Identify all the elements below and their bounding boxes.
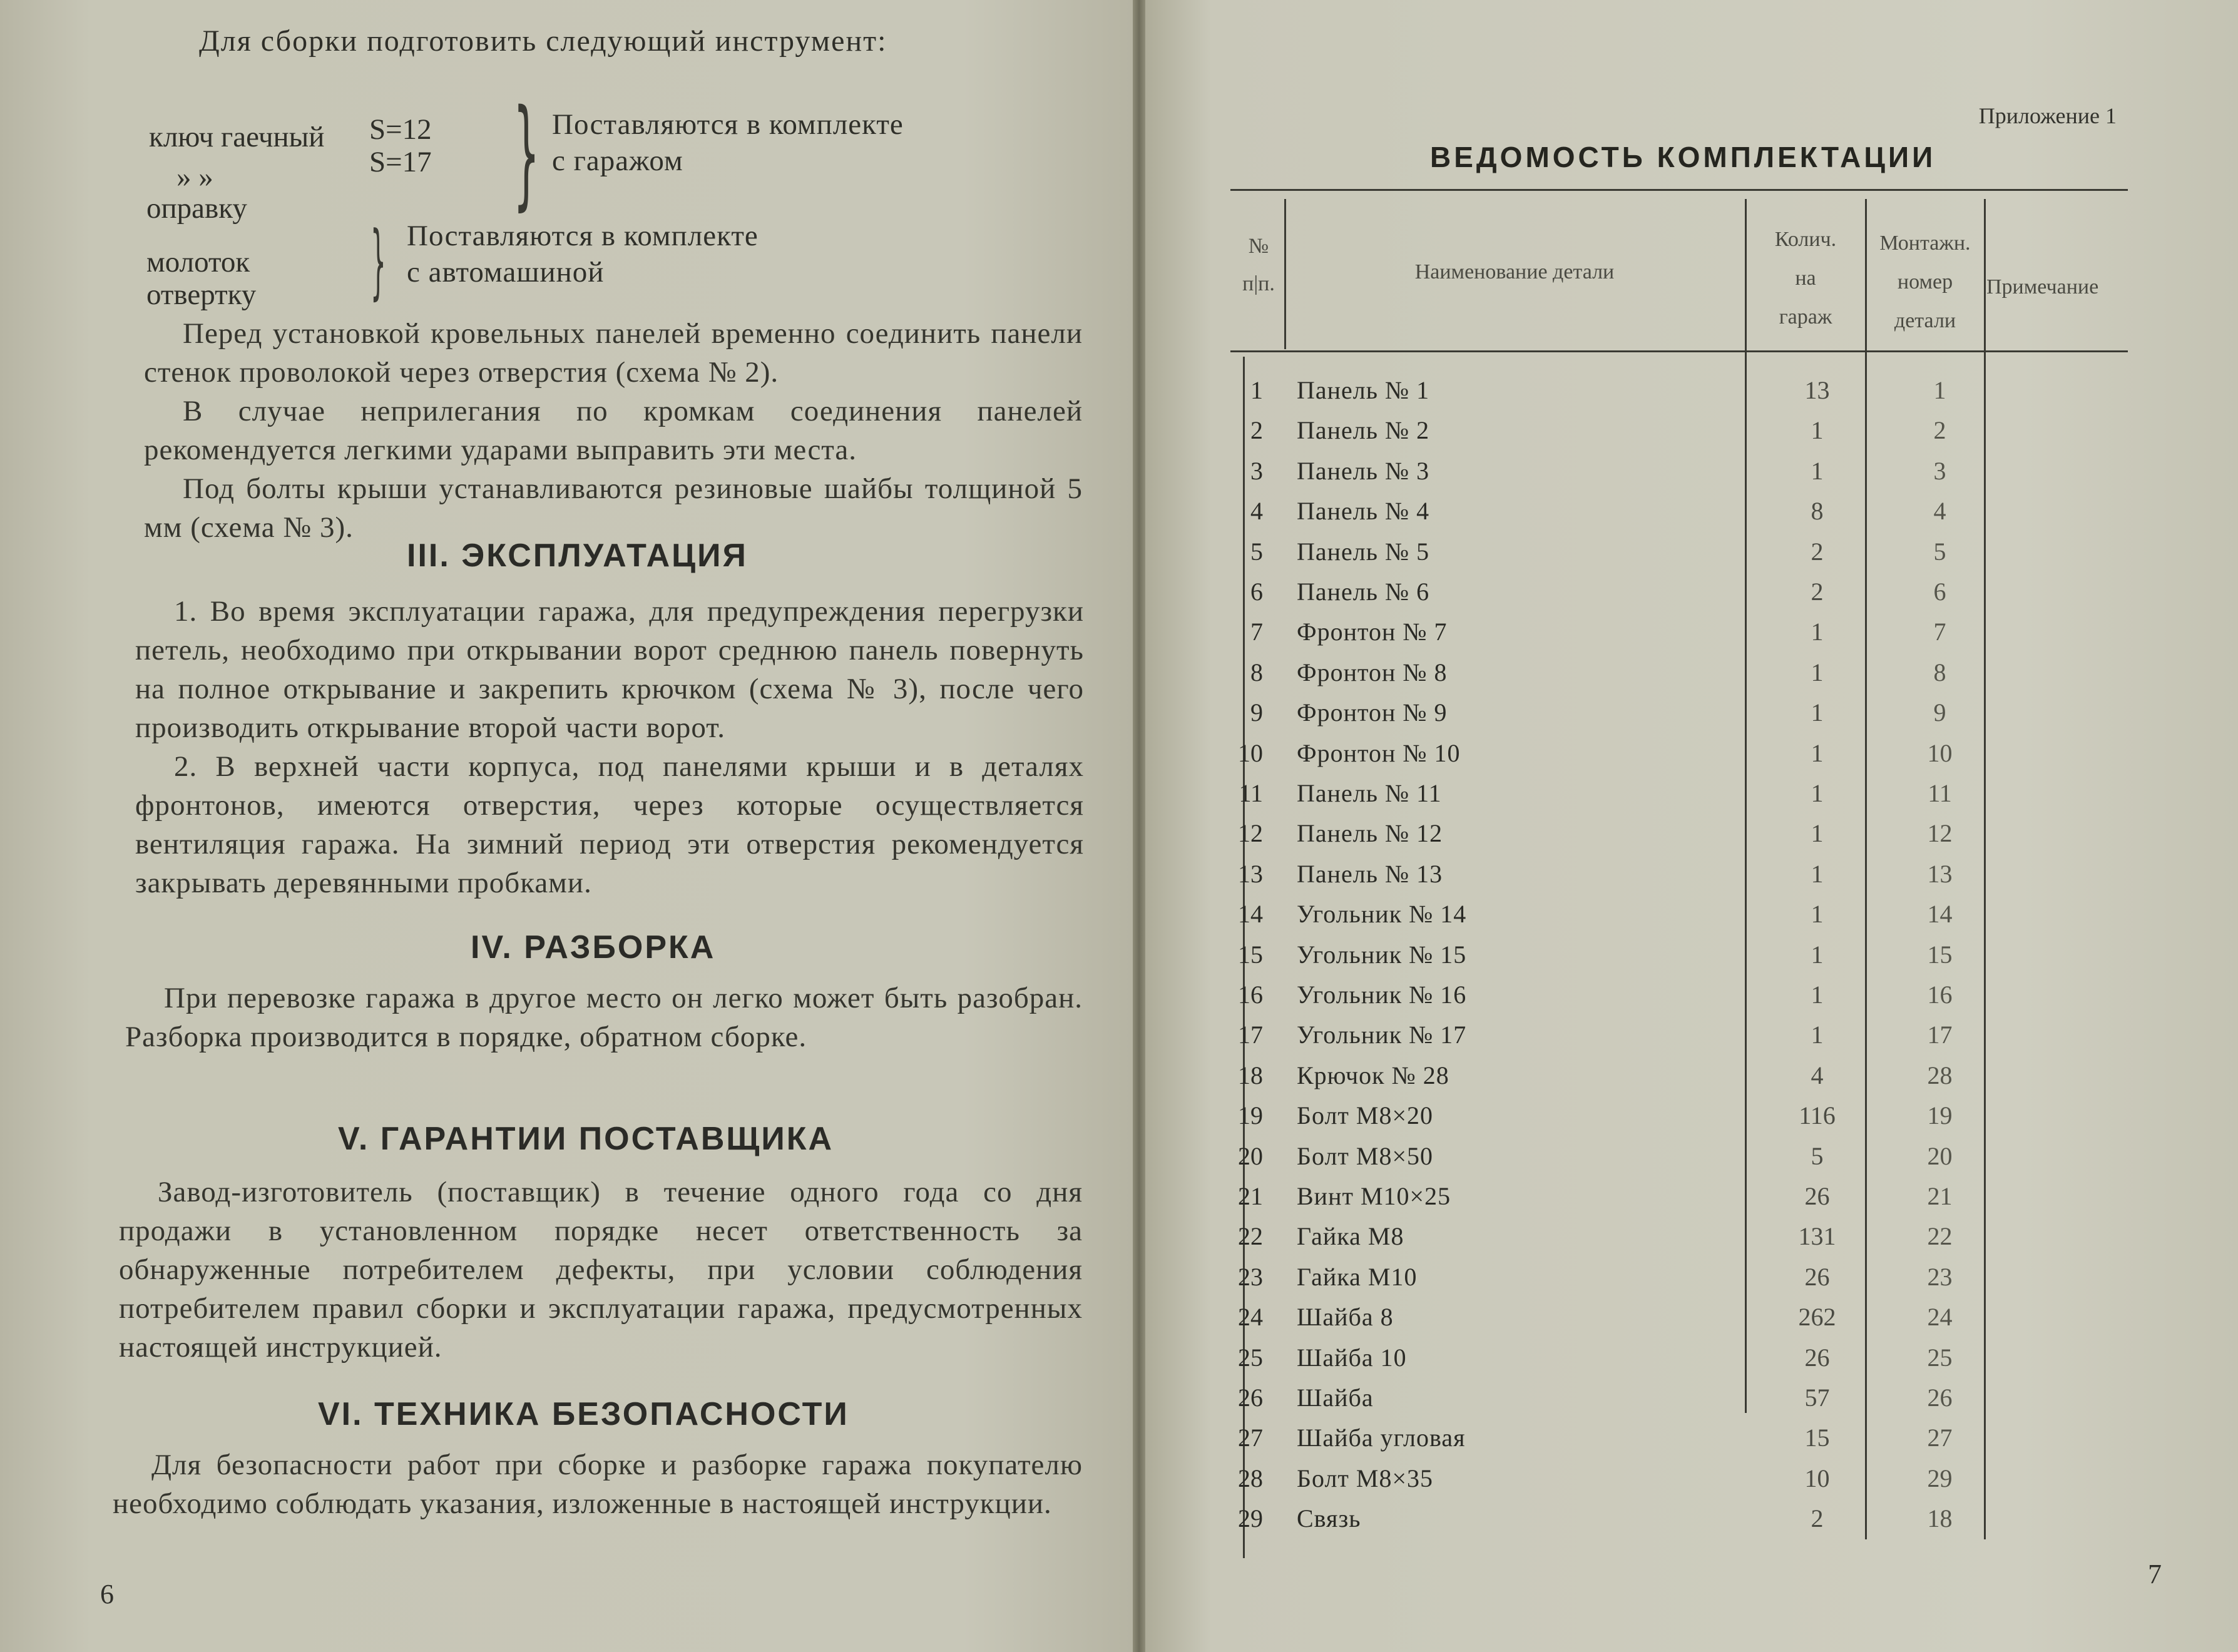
tool-wrench2-label: » » <box>176 161 213 193</box>
row-name: Связь <box>1297 1504 1361 1532</box>
header-num-line2: п|п. <box>1242 272 1275 295</box>
row-mount-number: 16 <box>1927 981 1953 1009</box>
row-name: Болт М8×20 <box>1297 1101 1434 1129</box>
row-name: Фронтон № 9 <box>1297 698 1448 727</box>
header-mount-line2: номер <box>1897 270 1953 293</box>
row-mount-number: 25 <box>1927 1344 1953 1372</box>
header-mount <box>1868 224 1983 340</box>
row-qty: 13 <box>1804 376 1830 404</box>
row-number: 14 <box>1238 900 1263 928</box>
row-mount-number: 22 <box>1927 1222 1953 1250</box>
row-name: Панель № 13 <box>1297 860 1443 888</box>
row-name: Панель № 1 <box>1297 376 1430 404</box>
tool-wrench-size-17: S=17 <box>369 146 432 178</box>
table-title: ВЕДОМОСТЬ КОМПЛЕКТАЦИИ <box>1430 141 1936 173</box>
row-number: 18 <box>1238 1061 1263 1089</box>
row-name: Угольник № 16 <box>1297 981 1467 1009</box>
row-mount-number: 20 <box>1927 1142 1953 1170</box>
appendix-label: Приложение 1 <box>1978 103 2117 128</box>
header-qty-line2: на <box>1795 267 1816 290</box>
row-mount-number: 7 <box>1933 618 1946 646</box>
row-qty: 57 <box>1804 1384 1830 1412</box>
tools-title: Для сборки подготовить следующий инструмент: <box>199 24 887 58</box>
row-mount-number: 29 <box>1927 1464 1953 1492</box>
row-name: Винт М10×25 <box>1297 1182 1451 1210</box>
tool-hammer: молоток <box>146 246 250 278</box>
section-5-para: Завод-изготовитель (поставщик) в течение одного года со дня продажи в установленном порядке несет ответственность за обнаруженные потребителем дефекты, при условии соблюдения потребителем правил сборки и эксплуатации гаража, предусмотренных настоящей инструкцией. <box>119 1176 1083 1364</box>
row-number: 26 <box>1238 1384 1263 1412</box>
assembly-text <box>144 314 1083 547</box>
row-name: Шайба угловая <box>1297 1424 1466 1452</box>
header-qty-line1: Колич. <box>1774 228 1837 251</box>
header-note: Примечание <box>1986 275 2099 298</box>
section-4-title: IV. РАЗБОРКА <box>471 929 716 966</box>
row-name: Угольник № 17 <box>1297 1021 1467 1049</box>
row-number: 4 <box>1250 497 1263 525</box>
row-name: Панель № 4 <box>1297 497 1430 525</box>
row-qty: 262 <box>1798 1303 1836 1331</box>
row-qty: 15 <box>1804 1424 1830 1452</box>
group2-note-line1: Поставляются в комплекте <box>407 220 759 252</box>
row-mount-number: 2 <box>1933 416 1946 444</box>
row-name: Панель № 12 <box>1297 819 1443 847</box>
row-qty: 1 <box>1811 900 1824 928</box>
header-name: Наименование детали <box>1414 260 1615 283</box>
row-number: 15 <box>1238 941 1263 969</box>
brace-1: } <box>513 84 540 222</box>
header-num <box>1230 228 1287 303</box>
section-3-para-1: 1. Во время эксплуатации гаража, для предупреждения перегрузки петель, необходимо при открывании ворот среднюю панель повернуть на полное открывание и закрепить крючком (схема № 3), после чего производить открывание второй части ворот. <box>135 595 1084 744</box>
row-qty: 4 <box>1811 1061 1824 1089</box>
row-number: 5 <box>1250 538 1263 566</box>
row-qty: 2 <box>1811 578 1824 606</box>
row-name: Панель № 2 <box>1297 416 1430 444</box>
row-mount-number: 10 <box>1927 739 1953 767</box>
row-number: 8 <box>1250 658 1263 686</box>
col-divider-2 <box>1745 199 1747 1413</box>
row-number: 7 <box>1250 618 1263 646</box>
assembly-para-2: В случае неприлегания по кромкам соединения панелей рекомендуется легкими ударами выправить эти места. <box>144 395 1083 466</box>
row-number: 27 <box>1238 1424 1263 1452</box>
tool-mandrel: оправку <box>146 192 247 225</box>
row-mount-number: 5 <box>1933 538 1946 566</box>
row-name: Панель № 5 <box>1297 538 1430 566</box>
row-mount-number: 21 <box>1927 1182 1953 1210</box>
row-mount-number: 18 <box>1927 1504 1953 1532</box>
assembly-para-3: Под болты крыши устанавливаются резиновые шайбы толщиной 5 мм (схема № 3). <box>144 472 1083 544</box>
row-qty: 1 <box>1811 1021 1824 1049</box>
table-header-rule <box>1230 350 2128 352</box>
row-name: Шайба 10 <box>1297 1344 1407 1372</box>
row-name: Гайка М8 <box>1297 1222 1404 1250</box>
page-number-right: 7 <box>2148 1559 2162 1589</box>
row-name: Угольник № 15 <box>1297 941 1467 969</box>
row-number: 17 <box>1238 1021 1263 1049</box>
row-mount-number: 19 <box>1927 1101 1953 1129</box>
row-name: Фронтон № 7 <box>1297 618 1448 646</box>
row-number: 1 <box>1250 376 1263 404</box>
row-mount-number: 24 <box>1927 1303 1953 1331</box>
assembly-para-1: Перед установкой кровельных панелей временно соединить панели стенок проволокой через отверстия (схема № 2). <box>144 317 1083 389</box>
row-number: 2 <box>1250 416 1263 444</box>
section-5-title: V. ГАРАНТИИ ПОСТАВЩИКА <box>338 1121 834 1157</box>
row-name: Шайба <box>1297 1384 1374 1412</box>
row-qty: 131 <box>1798 1222 1836 1250</box>
row-number: 23 <box>1238 1263 1263 1291</box>
row-qty: 5 <box>1811 1142 1824 1170</box>
row-mount-number: 23 <box>1927 1263 1953 1291</box>
section-3-para-2: 2. В верхней части корпуса, под панелями крыши и в деталях фронтонов, имеются отверстия, через которые осуществляется вентиляция гаража. На зимний период эти отверстия рекомендуется закрывать деревянными пробками. <box>135 750 1084 899</box>
row-number: 24 <box>1238 1303 1263 1331</box>
row-mount-number: 6 <box>1933 578 1946 606</box>
header-mount-line3: детали <box>1894 309 1956 332</box>
section-6-title: VI. ТЕХНИКА БЕЗОПАСНОСТИ <box>318 1396 849 1432</box>
row-mount-number: 1 <box>1933 376 1946 404</box>
row-name: Панель № 3 <box>1297 457 1430 485</box>
row-name: Крючок № 28 <box>1297 1061 1449 1089</box>
row-mount-number: 14 <box>1927 900 1953 928</box>
section-4-text <box>125 979 1083 1056</box>
tool-wrench-label: ключ гаечный <box>149 121 325 153</box>
row-name: Фронтон № 8 <box>1297 658 1448 686</box>
row-number: 21 <box>1238 1182 1263 1210</box>
group1-note-line2: с гаражом <box>552 145 683 177</box>
row-qty: 26 <box>1804 1344 1830 1372</box>
row-mount-number: 15 <box>1927 941 1953 969</box>
row-name: Болт М8×35 <box>1297 1464 1434 1492</box>
row-name: Гайка М10 <box>1297 1263 1418 1291</box>
row-number: 29 <box>1238 1504 1263 1532</box>
row-name: Панель № 11 <box>1297 779 1442 807</box>
row-qty: 26 <box>1804 1182 1830 1210</box>
row-number: 25 <box>1238 1344 1263 1372</box>
row-number: 6 <box>1250 578 1263 606</box>
row-qty: 1 <box>1811 981 1824 1009</box>
row-name: Фронтон № 10 <box>1297 739 1461 767</box>
group2-note-line2: с автомашиной <box>407 256 605 288</box>
header-qty <box>1747 220 1864 337</box>
row-qty: 116 <box>1799 1101 1836 1129</box>
section-6-para: Для безопасности работ при сборке и разборке гаража покупателю необходимо соблюдать указания, изложенные в настоящей инструкции. <box>113 1449 1083 1520</box>
row-qty: 1 <box>1811 457 1824 485</box>
header-num-line1: № <box>1248 235 1269 258</box>
row-qty: 1 <box>1811 416 1824 444</box>
row-qty: 1 <box>1811 618 1824 646</box>
row-number: 13 <box>1238 860 1263 888</box>
row-qty: 1 <box>1811 739 1824 767</box>
row-qty: 1 <box>1811 779 1824 807</box>
row-qty: 1 <box>1811 658 1824 686</box>
row-number: 16 <box>1238 981 1263 1009</box>
row-number: 9 <box>1250 698 1263 727</box>
row-number: 20 <box>1238 1142 1263 1170</box>
section-6-text <box>113 1446 1083 1523</box>
row-number: 10 <box>1238 739 1263 767</box>
row-name: Болт М8×50 <box>1297 1142 1434 1170</box>
row-qty: 10 <box>1804 1464 1830 1492</box>
row-mount-number: 11 <box>1928 779 1952 807</box>
row-mount-number: 8 <box>1933 658 1946 686</box>
row-name: Шайба 8 <box>1297 1303 1394 1331</box>
header-qty-line3: гараж <box>1779 305 1832 329</box>
row-number: 22 <box>1238 1222 1263 1250</box>
row-number: 28 <box>1238 1464 1263 1492</box>
row-mount-number: 3 <box>1933 457 1946 485</box>
row-qty: 8 <box>1811 497 1824 525</box>
row-mount-number: 9 <box>1933 698 1946 727</box>
row-mount-number: 13 <box>1927 860 1953 888</box>
row-mount-number: 28 <box>1927 1061 1953 1089</box>
row-mount-number: 26 <box>1927 1384 1953 1412</box>
row-number: 11 <box>1239 779 1263 807</box>
section-4-para: При перевозке гаража в другое место он легко может быть разобран. Разборка производится в порядке, обратном сборке. <box>125 982 1083 1053</box>
book-gutter <box>1133 0 1145 1652</box>
row-mount-number: 27 <box>1927 1424 1953 1452</box>
section-3-title: III. ЭКСПЛУАТАЦИЯ <box>407 538 748 574</box>
row-qty: 2 <box>1811 1504 1824 1532</box>
group1-note-line1: Поставляются в комплекте <box>552 108 904 141</box>
page-number-left: 6 <box>100 1579 114 1609</box>
row-number: 3 <box>1250 457 1263 485</box>
row-qty: 1 <box>1811 860 1824 888</box>
tool-screwdriver: отвертку <box>146 278 257 311</box>
row-mount-number: 12 <box>1927 819 1953 847</box>
row-mount-number: 17 <box>1927 1021 1953 1049</box>
row-number: 19 <box>1238 1101 1263 1129</box>
row-mount-number: 4 <box>1933 497 1946 525</box>
header-mount-line1: Монтажн. <box>1879 232 1971 255</box>
row-qty: 1 <box>1811 941 1824 969</box>
row-name: Угольник № 14 <box>1297 900 1467 928</box>
row-qty: 26 <box>1804 1263 1830 1291</box>
tool-wrench-size-12: S=12 <box>369 113 432 146</box>
section-3-text <box>135 592 1084 902</box>
brace-2: } <box>370 213 386 308</box>
row-qty: 1 <box>1811 819 1824 847</box>
section-5-text <box>119 1173 1083 1367</box>
row-qty: 1 <box>1811 698 1824 727</box>
row-number: 12 <box>1238 819 1263 847</box>
row-name: Панель № 6 <box>1297 578 1430 606</box>
row-qty: 2 <box>1811 538 1824 566</box>
table-top-rule <box>1230 189 2128 191</box>
